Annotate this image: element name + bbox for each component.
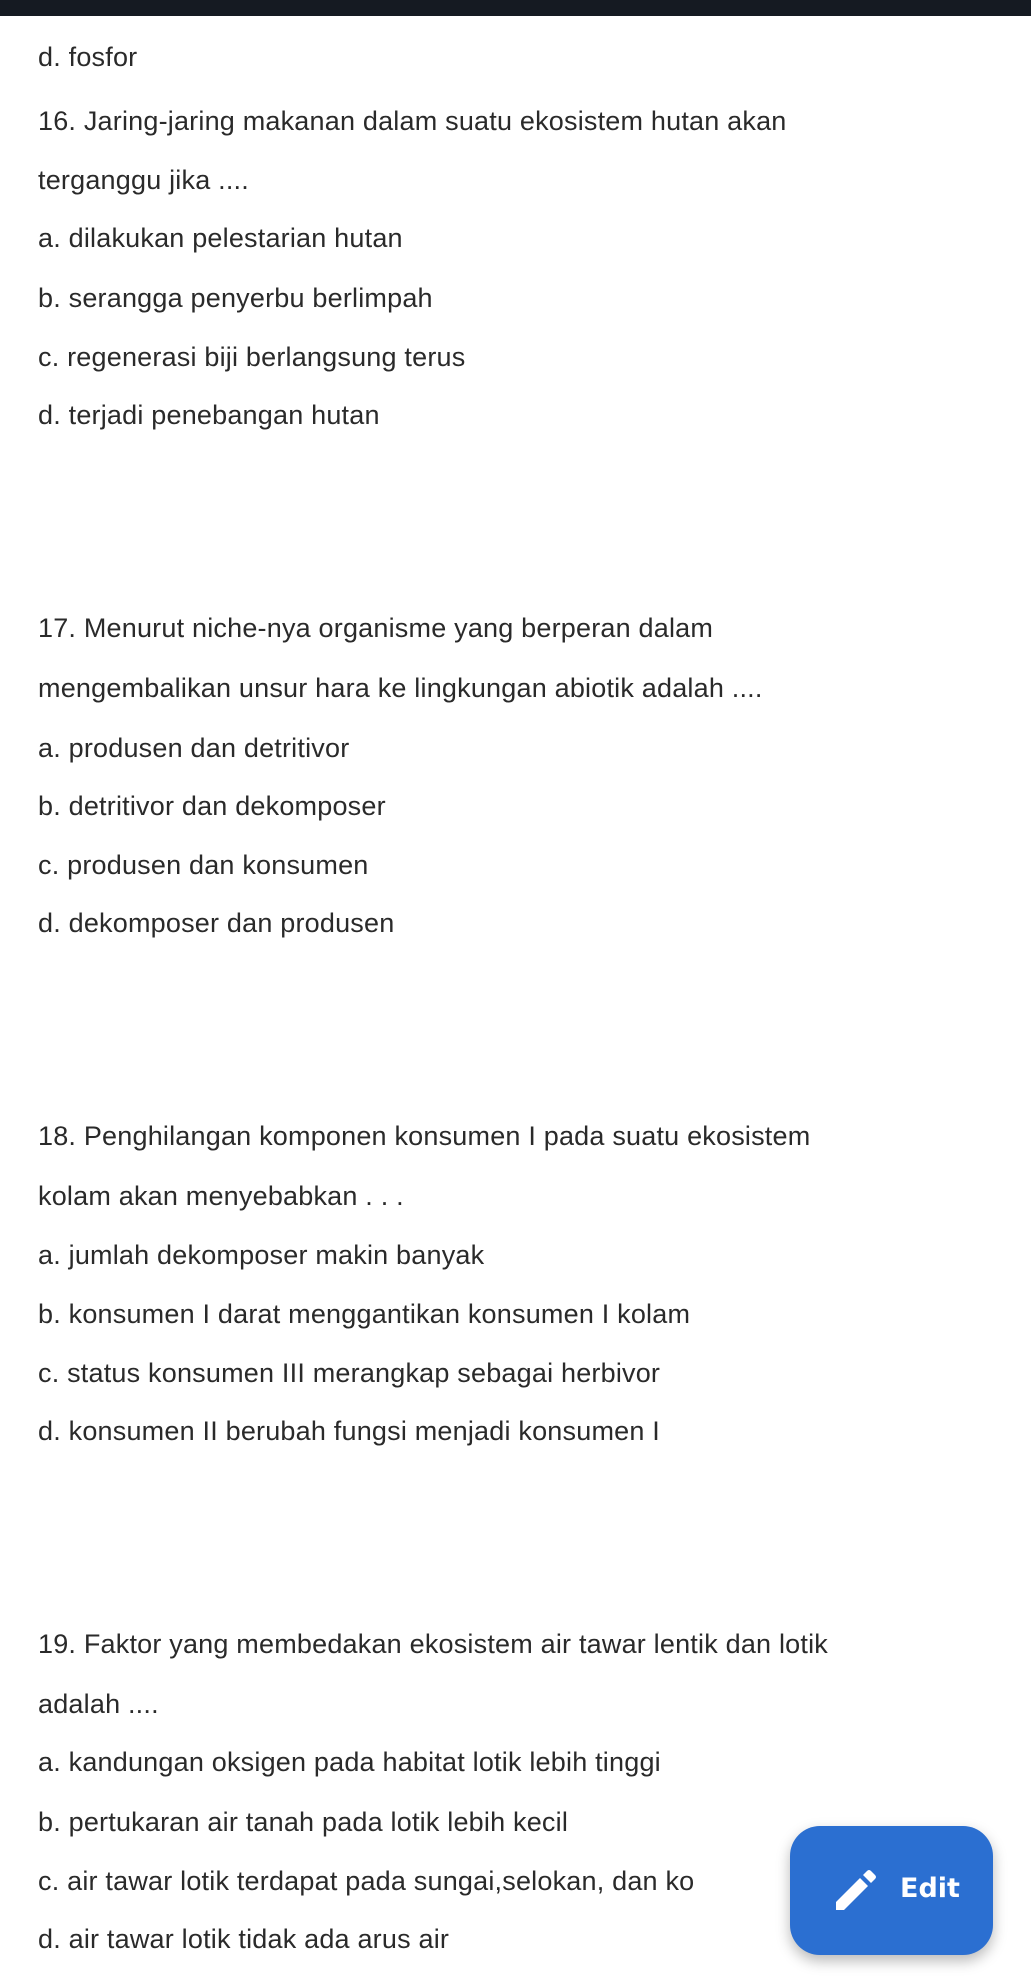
- question-16-text-continued: terganggu jika ....: [38, 165, 249, 195]
- answer-option: d. air tawar lotik tidak ada arus air: [38, 1924, 450, 1954]
- answer-option: a. kandungan oksigen pada habitat lotik lebih tinggi: [38, 1747, 661, 1777]
- answer-option: b. pertukaran air tanah pada lotik lebih kecil: [38, 1807, 569, 1837]
- question-17-text-continued: mengembalikan unsur hara ke lingkungan abiotik adalah ....: [38, 673, 763, 703]
- question-18-text: 18. Penghilangan komponen konsumen I pada suatu ekosistem: [38, 1121, 811, 1151]
- answer-option: d. dekomposer dan produsen: [38, 908, 395, 938]
- answer-option: d. terjadi penebangan hutan: [38, 400, 380, 430]
- question-19-text-continued: adalah ....: [38, 1689, 159, 1719]
- answer-option: a. dilakukan pelestarian hutan: [38, 223, 403, 253]
- edit-button[interactable]: [790, 1826, 993, 1955]
- answer-option: c. regenerasi biji berlangsung terus: [38, 342, 466, 372]
- answer-option: c. status konsumen III merangkap sebagai herbivor: [38, 1358, 661, 1388]
- answer-option: b. serangga penyerbu berlimpah: [38, 283, 433, 313]
- answer-option: d. fosfor: [38, 42, 138, 72]
- question-16-text: 16. Jaring-jaring makanan dalam suatu ekosistem hutan akan: [38, 106, 787, 136]
- answer-option: b. konsumen I darat menggantikan konsumen I kolam: [38, 1299, 691, 1329]
- answer-option: a. produsen dan detritivor: [38, 733, 350, 763]
- question-17-text: 17. Menurut niche-nya organisme yang berperan dalam: [38, 613, 714, 643]
- answer-option: c. air tawar lotik terdapat pada sungai,selokan, dan ko: [38, 1866, 695, 1896]
- question-19-text: 19. Faktor yang membedakan ekosistem air tawar lentik dan lotik: [38, 1629, 828, 1659]
- question-18-text-continued: kolam akan menyebabkan . . .: [38, 1181, 404, 1211]
- status-bar-strip: [0, 0, 1031, 16]
- edit-button-label: Edit: [900, 1873, 960, 1904]
- answer-option: b. detritivor dan dekomposer: [38, 791, 386, 821]
- answer-option: c. produsen dan konsumen: [38, 850, 369, 880]
- pencil-icon: [830, 1866, 880, 1916]
- answer-option: d. konsumen II berubah fungsi menjadi konsumen I: [38, 1416, 660, 1446]
- answer-option: a. jumlah dekomposer makin banyak: [38, 1240, 485, 1270]
